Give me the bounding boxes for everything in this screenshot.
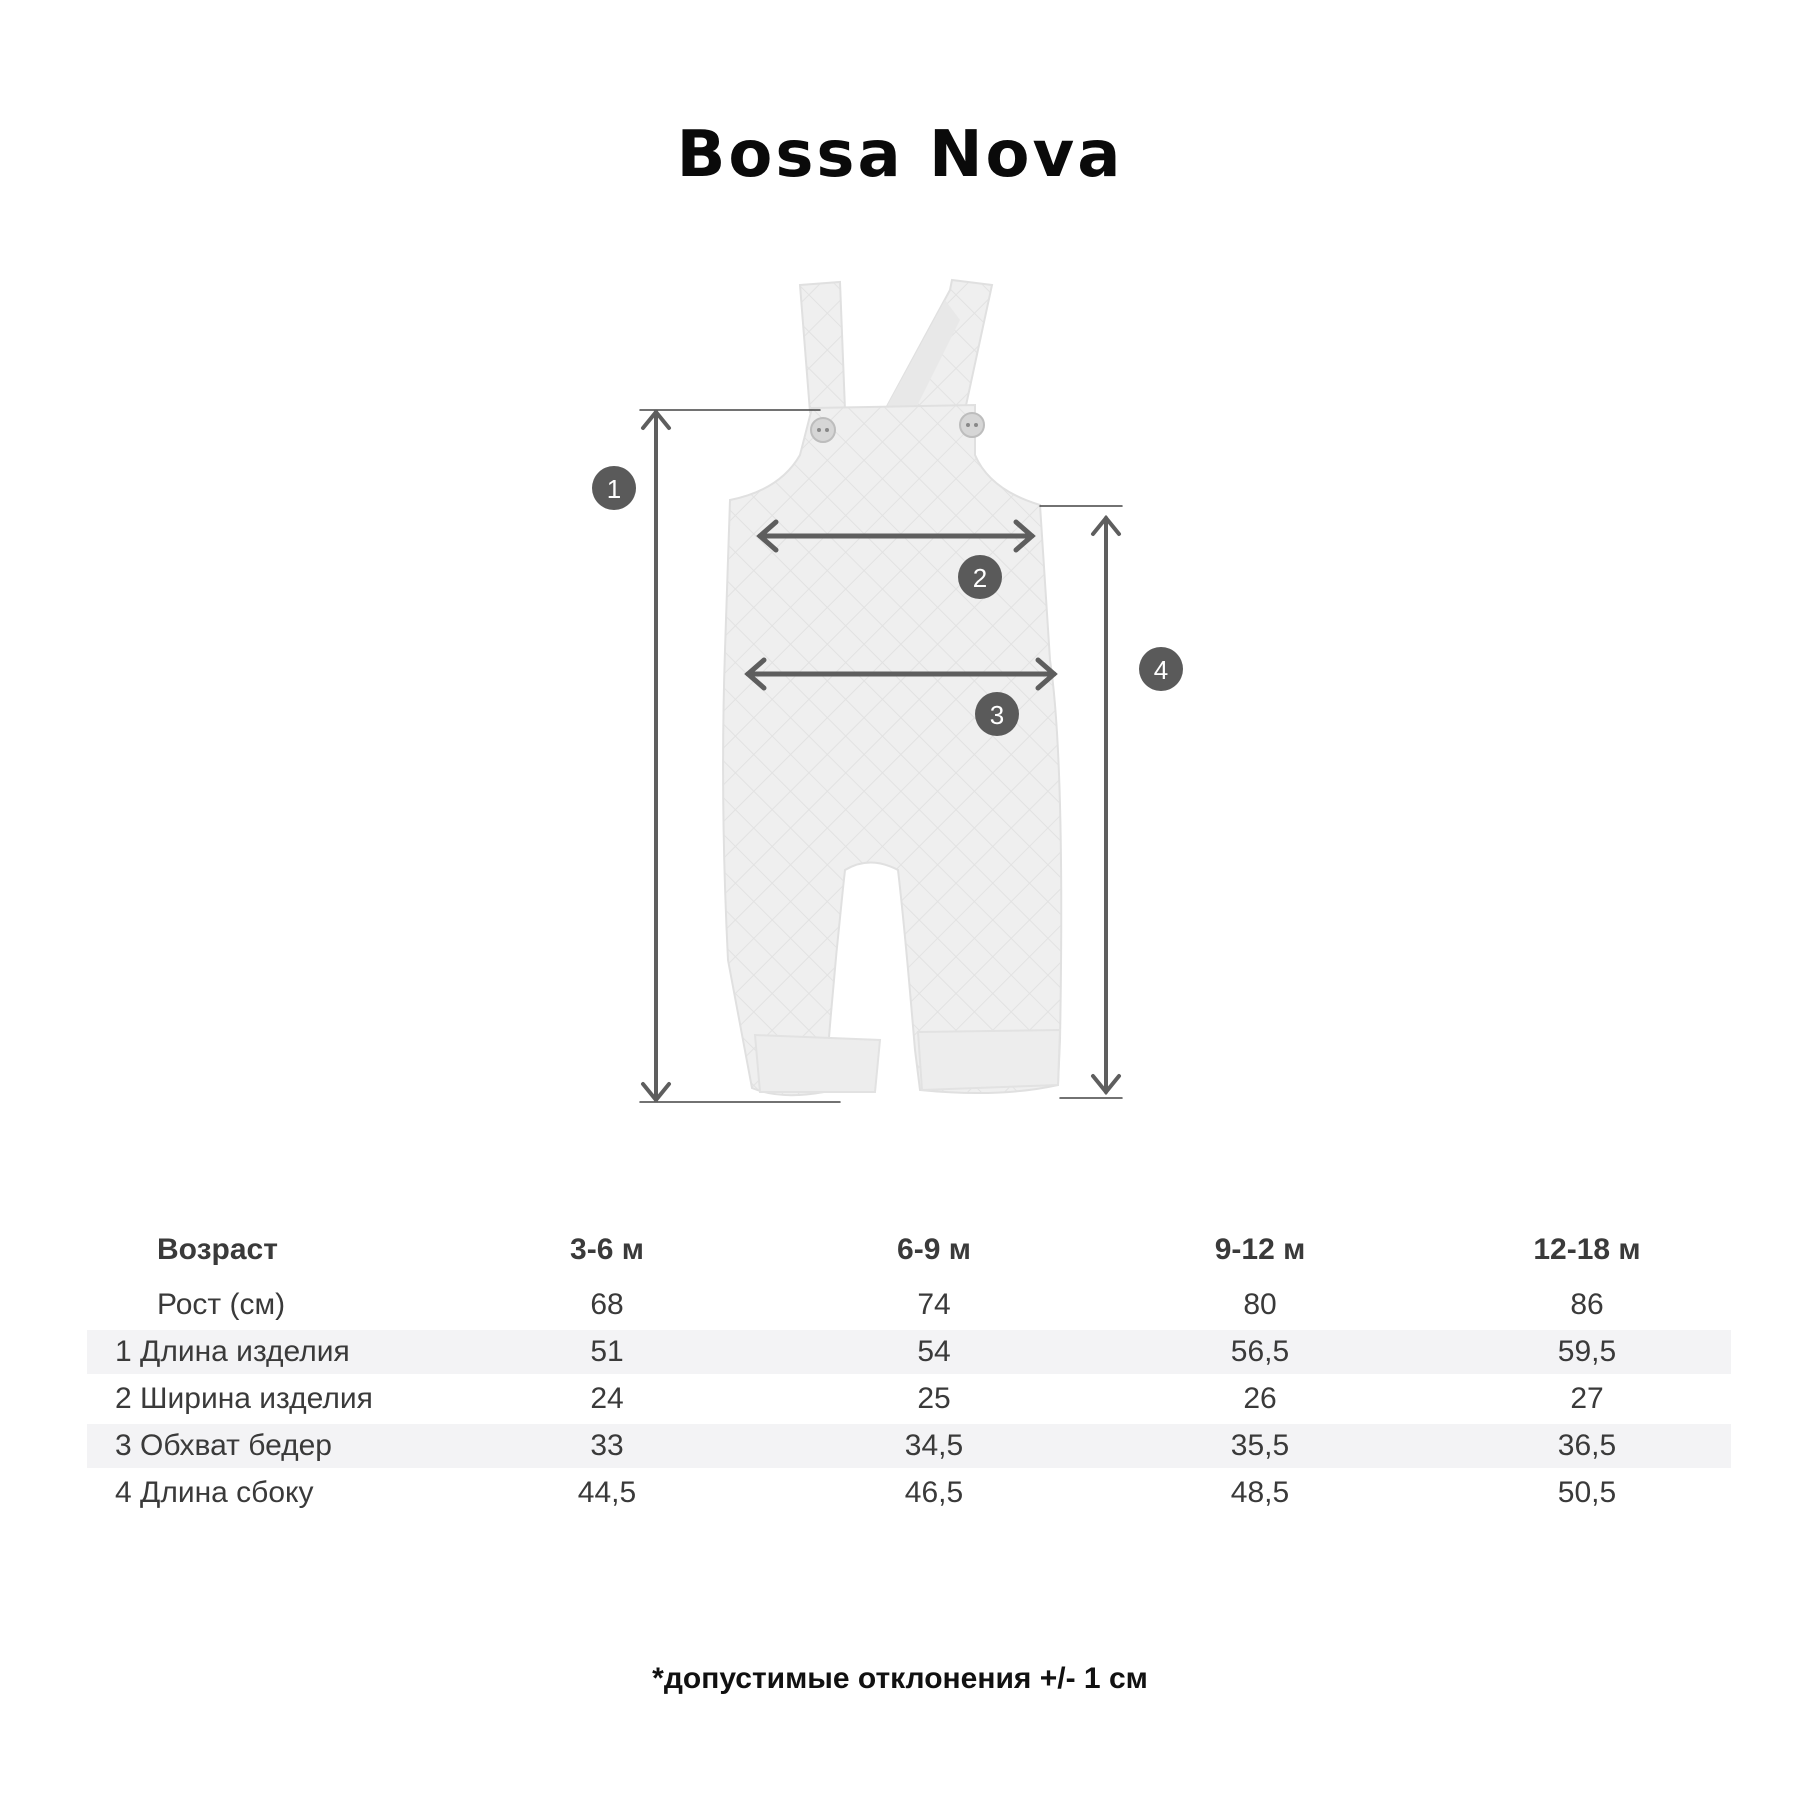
row-value: 24 [590, 1382, 624, 1415]
row-value: 51 [590, 1335, 624, 1368]
table-row [87, 1280, 1731, 1330]
row-value: 68 [590, 1288, 624, 1321]
row-label: 2 Ширина изделия [115, 1382, 373, 1415]
row-label: Рост (см) [157, 1288, 286, 1321]
marker-1 [592, 466, 636, 510]
marker-1-label: 1 [606, 474, 622, 504]
brand-title: Bossa Nova [676, 118, 1124, 192]
header-size: 6-9 м [897, 1233, 971, 1266]
row-value: 33 [590, 1429, 624, 1462]
row-label: 4 Длина сбоку [115, 1476, 314, 1509]
row-value: 34,5 [904, 1429, 964, 1462]
marker-2-label: 2 [972, 563, 988, 593]
row-value: 25 [917, 1382, 951, 1415]
tolerance-note: *допустимые отклонения +/- 1 см [652, 1662, 1148, 1695]
header-size: 3-6 м [570, 1233, 644, 1266]
row-value: 46,5 [904, 1476, 964, 1509]
row-value: 59,5 [1557, 1335, 1617, 1368]
table-row [87, 1468, 1731, 1518]
row-value: 26 [1243, 1382, 1277, 1415]
row-value: 35,5 [1230, 1429, 1290, 1462]
row-label: 1 Длина изделия [115, 1335, 350, 1368]
marker-3-label: 3 [989, 700, 1005, 730]
table-row [87, 1374, 1731, 1424]
row-value: 50,5 [1557, 1476, 1617, 1509]
row-value: 36,5 [1557, 1429, 1617, 1462]
overalls-image [723, 280, 1061, 1095]
marker-4 [1139, 647, 1183, 691]
row-value: 74 [917, 1288, 951, 1321]
header-label: Возраст [157, 1233, 278, 1266]
table-header-row [87, 1220, 1731, 1280]
table-row [87, 1330, 1731, 1374]
row-value: 80 [1243, 1288, 1277, 1321]
header-size: 9-12 м [1214, 1233, 1306, 1266]
marker-4-label: 4 [1153, 655, 1169, 685]
row-value: 44,5 [577, 1476, 637, 1509]
row-value: 54 [917, 1335, 951, 1368]
table-row [87, 1424, 1731, 1468]
row-value: 27 [1570, 1382, 1604, 1415]
row-value: 56,5 [1230, 1335, 1290, 1368]
size-table [87, 1220, 1731, 1518]
marker-2 [958, 555, 1002, 599]
header-size: 12-18 м [1533, 1233, 1641, 1266]
row-value: 48,5 [1230, 1476, 1290, 1509]
row-label: 3 Обхват бедер [115, 1429, 332, 1462]
marker-3 [975, 692, 1019, 736]
row-value: 86 [1570, 1288, 1604, 1321]
